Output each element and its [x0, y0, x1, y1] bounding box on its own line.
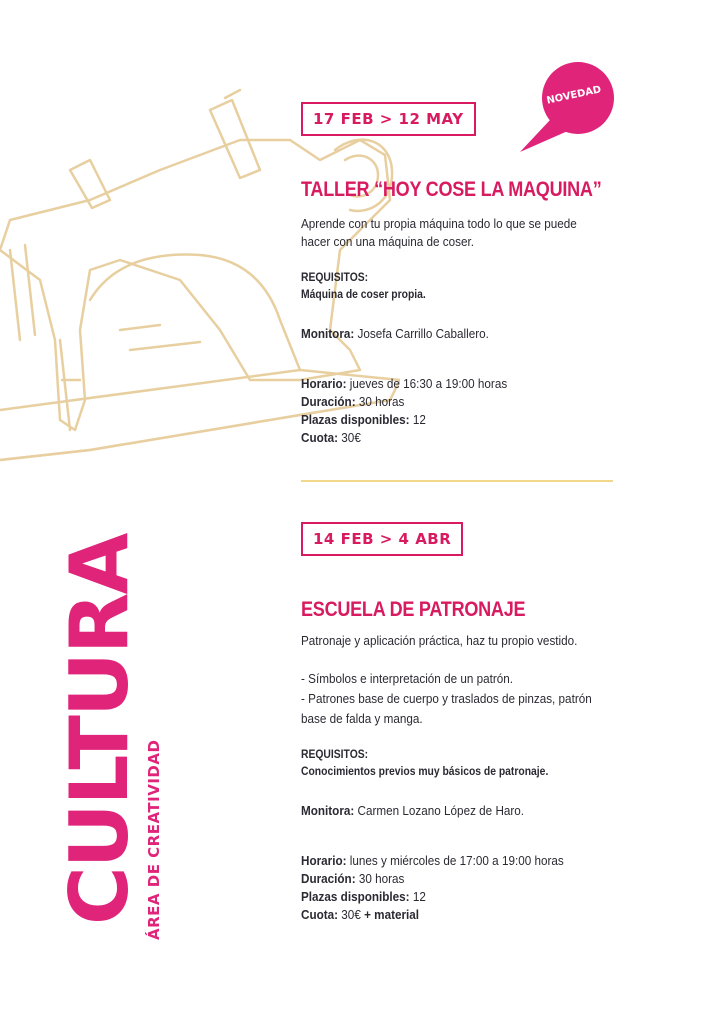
course1-horario [301, 375, 507, 392]
plazas-value: 12 [409, 889, 426, 904]
course2-cuota [301, 906, 419, 923]
course1-desc-line1: Aprende con tu propia máquina todo lo que se puede [301, 216, 577, 231]
cultura-title: CULTURA [53, 534, 146, 925]
course2-desc: Patronaje y aplicación práctica, haz tu propio vestido. [301, 633, 578, 648]
course2-date: 14 FEB > 4 ABR [301, 522, 463, 556]
monitor-label: Monitora: [301, 326, 355, 341]
cuota-value: 30€ [338, 907, 361, 922]
cultura-vertical-title [53, 534, 146, 925]
plazas-label: Plazas disponibles: [301, 412, 410, 427]
horario-label: Horario: [301, 853, 347, 868]
course1-cuota [301, 429, 361, 446]
novedad-badge [520, 60, 620, 160]
course1-duracion [301, 393, 404, 410]
monitor-name: Carmen Lozano López de Haro. [354, 803, 525, 818]
course2-horario [301, 852, 564, 869]
course2-duracion [301, 870, 404, 887]
course1-req-label: REQUISITOS: [301, 272, 369, 284]
course1-req-text: Máquina de coser propia. [301, 289, 426, 301]
plazas-label: Plazas disponibles: [301, 889, 410, 904]
course2-bullet1: - Símbolos e interpretación de un patrón. [301, 671, 514, 686]
course2-req-label: REQUISITOS: [301, 749, 369, 761]
plazas-value: 12 [409, 412, 426, 427]
course2-plazas [301, 888, 426, 905]
course1-desc-line2: hacer con una máquina de coser. [301, 234, 475, 249]
course1-title: TALLER “HOY COSE LA MAQUINA” [301, 178, 602, 201]
duracion-label: Duración: [301, 871, 356, 886]
course1-plazas [301, 411, 426, 428]
course2-req-text: Conocimientos previos muy básicos de patronaje. [301, 766, 549, 778]
course2-bullet2-line2: base de falda y manga. [301, 711, 423, 726]
cuota-label: Cuota: [301, 907, 339, 922]
course2-title: ESCUELA DE PATRONAJE [301, 598, 526, 621]
cuota-value: 30€ [338, 430, 361, 445]
course1-date: 17 FEB > 12 MAY [301, 102, 476, 136]
horario-value: jueves de 16:30 a 19:00 horas [346, 376, 508, 391]
novedad-badge-label: NOVEDAD [545, 84, 603, 107]
duracion-value: 30 horas [355, 394, 405, 409]
course2-monitor [301, 802, 524, 819]
horario-label: Horario: [301, 376, 347, 391]
monitor-name: Josefa Carrillo Caballero. [354, 326, 489, 341]
section-divider [301, 480, 613, 482]
course1-monitor [301, 325, 489, 342]
duracion-label: Duración: [301, 394, 356, 409]
cuota-label: Cuota: [301, 430, 339, 445]
horario-value: lunes y miércoles de 17:00 a 19:00 horas [346, 853, 564, 868]
cuota-extra: + material [360, 907, 420, 922]
monitor-label: Monitora: [301, 803, 355, 818]
duracion-value: 30 horas [355, 871, 405, 886]
area-creatividad-subtitle: ÁREA DE CREATIVIDAD [145, 739, 163, 940]
course2-bullet2-line1: - Patrones base de cuerpo y traslados de pinzas, patrón [301, 691, 592, 706]
